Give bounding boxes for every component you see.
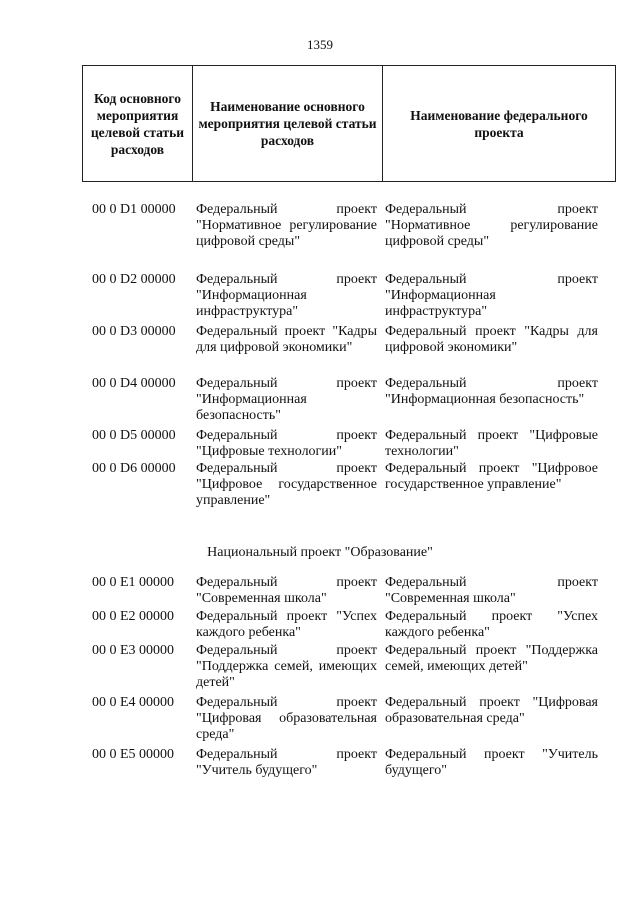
row-activity-name: Федеральный проект "Современная школа" [196,575,377,607]
row-activity-name: Федеральный проект "Нормативное регулирование цифровой среды" [196,202,377,250]
row-federal-project: Федеральный проект "Цифровые технологии" [385,428,598,460]
row-activity-name: Федеральный проект "Поддержка семей, имеющих детей" [196,643,377,691]
row-code: 00 0 D4 00000 [92,376,176,391]
row-federal-project: Федеральный проект "Нормативное регулирование цифровой среды" [385,202,598,250]
row-federal-project: Федеральный проект "Успех каждого ребенка" [385,609,598,641]
row-federal-project: Федеральный проект "Информационная безопасность" [385,376,598,408]
table-header [82,65,616,182]
row-federal-project: Федеральный проект "Учитель будущего" [385,747,598,779]
row-federal-project: Федеральный проект "Современная школа" [385,575,598,607]
row-activity-name: Федеральный проект "Кадры для цифровой экономики" [196,324,377,356]
row-activity-name: Федеральный проект "Учитель будущего" [196,747,377,779]
row-federal-project: Федеральный проект "Информационная инфраструктура" [385,272,598,320]
row-code: 00 0 D3 00000 [92,324,176,339]
row-code: 00 0 E1 00000 [92,575,175,590]
row-code: 00 0 E5 00000 [92,747,175,762]
row-code: 00 0 D2 00000 [92,272,176,287]
row-federal-project: Федеральный проект "Цифровая образовательная среда" [385,695,598,727]
section-title: Национальный проект "Образование" [207,545,433,560]
row-code: 00 0 E3 00000 [92,643,175,658]
header-code: Код основного мероприятия целевой статьи расходов [83,66,193,182]
row-code: 00 0 D5 00000 [92,428,176,443]
row-activity-name: Федеральный проект "Успех каждого ребенка" [196,609,377,641]
row-federal-project: Федеральный проект "Кадры для цифровой экономики" [385,324,598,356]
header-activity-name: Наименование основного мероприятия целевой статьи расходов [193,66,383,182]
header-federal-project: Наименование федерального проекта [383,66,616,182]
row-activity-name: Федеральный проект "Цифровая образовательная среда" [196,695,377,743]
row-code: 00 0 E4 00000 [92,695,175,710]
row-activity-name: Федеральный проект "Цифровое государственное управление" [196,461,377,509]
row-code: 00 0 D6 00000 [92,461,176,476]
row-activity-name: Федеральный проект "Цифровые технологии" [196,428,377,460]
page-number: 1359 [307,37,333,52]
row-activity-name: Федеральный проект "Информационная безопасность" [196,376,377,424]
row-federal-project: Федеральный проект "Цифровое государственное управление" [385,461,598,493]
row-code: 00 0 E2 00000 [92,609,175,624]
row-code: 00 0 D1 00000 [92,202,176,217]
row-activity-name: Федеральный проект "Информационная инфраструктура" [196,272,377,320]
row-federal-project: Федеральный проект "Поддержка семей, имеющих детей" [385,643,598,675]
